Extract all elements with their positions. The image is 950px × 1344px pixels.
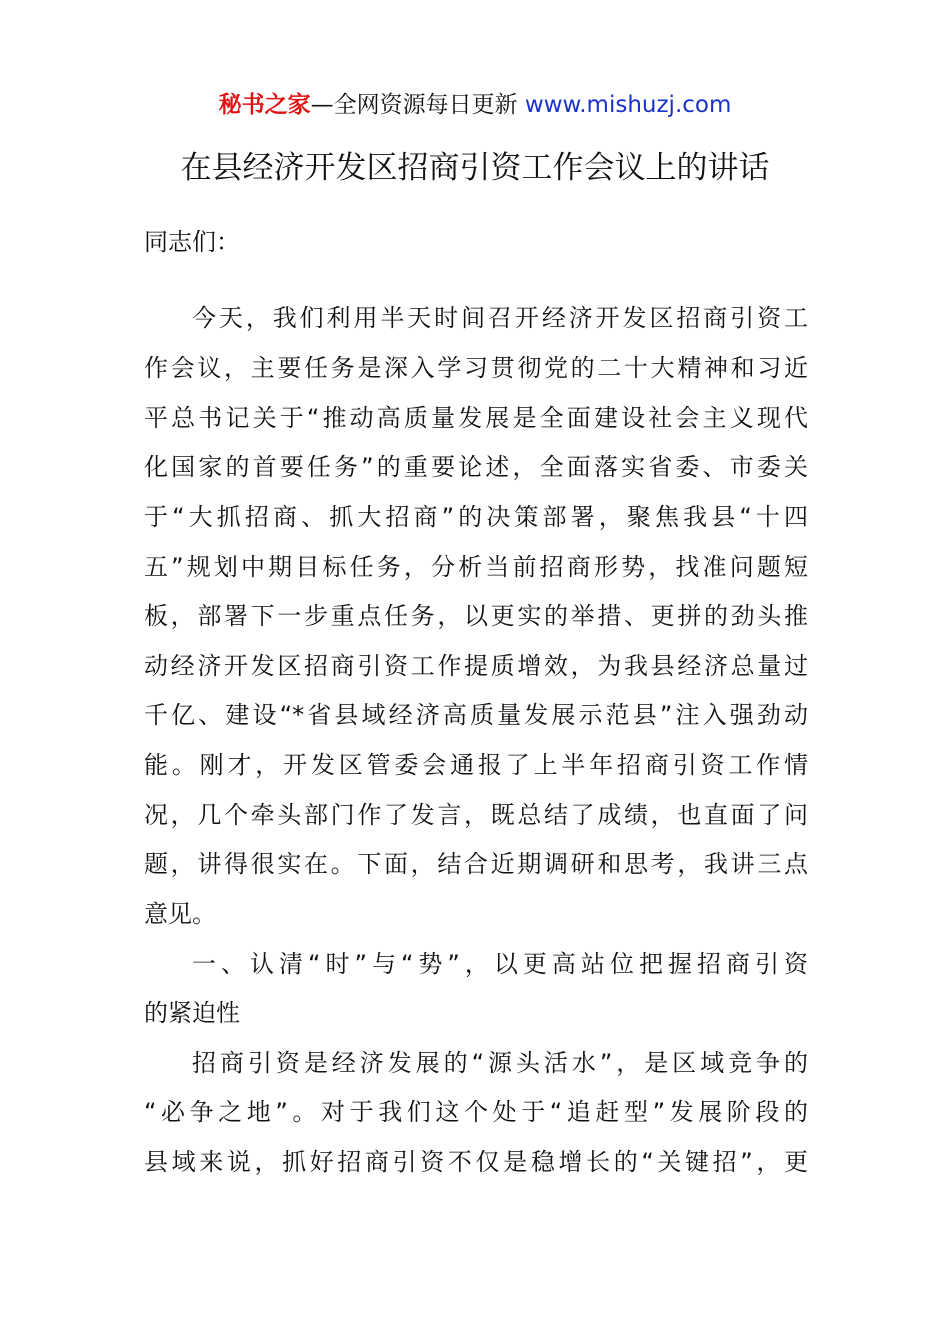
paragraph-line: 作会议，主要任务是深入学习贯彻党的二十大精神和习近 [144,354,808,382]
paragraph-line: 千亿、建设“*省县域经济高质量发展示范县”注入强劲动 [144,701,808,729]
section-heading: 一、认清“时”与“势”，以更高站位把握招商引资 [192,950,808,978]
paragraph-line: 能。刚才，开发区管委会通报了上半年招商引资工作情 [144,751,808,779]
section-heading: 的紧迫性 [144,999,240,1027]
document-title: 在县经济开发区招商引资工作会议上的讲话 [180,150,770,186]
paragraph-line: 意见。 [144,900,216,928]
brand-name: 秘书之家 [218,92,311,118]
paragraph-line: 县域来说，抓好招商引资不仅是稳增长的“关键招”，更 [144,1148,808,1176]
salutation: 同志们： [144,228,240,256]
paragraph-line: 平总书记关于“推动高质量发展是全面建设社会主义现代 [144,404,808,432]
site-header [0,88,950,122]
paragraph-line: 况，几个牵头部门作了发言，既总结了成绩，也直面了问 [144,801,808,829]
paragraph-line: 动经济开发区招商引资工作提质增效，为我县经济总量过 [144,652,808,680]
header-slogan: —全网资源每日更新 [310,92,518,118]
paragraph-line: 题，讲得很实在。下面，结合近期调研和思考，我讲三点 [144,850,808,878]
paragraph-line: 五”规划中期目标任务，分析当前招商形势，找准问题短 [144,553,808,581]
paragraph-line: “必争之地”。对于我们这个处于“追赶型”发展阶段的 [144,1098,808,1126]
paragraph-line: 化国家的首要任务”的重要论述，全面落实省委、市委关 [144,453,808,481]
paragraph-line: 招商引资是经济发展的“源头活水”，是区域竞争的 [192,1049,808,1077]
paragraph-line: 于“大抓招商、抓大招商”的决策部署，聚焦我县“十四 [144,503,808,531]
site-url-link[interactable]: www.mishuzj.com [524,92,732,118]
paragraph-line: 板，部署下一步重点任务，以更实的举措、更拼的劲头推 [144,602,808,630]
paragraph-line: 今天，我们利用半天时间召开经济开发区招商引资工 [192,304,808,332]
